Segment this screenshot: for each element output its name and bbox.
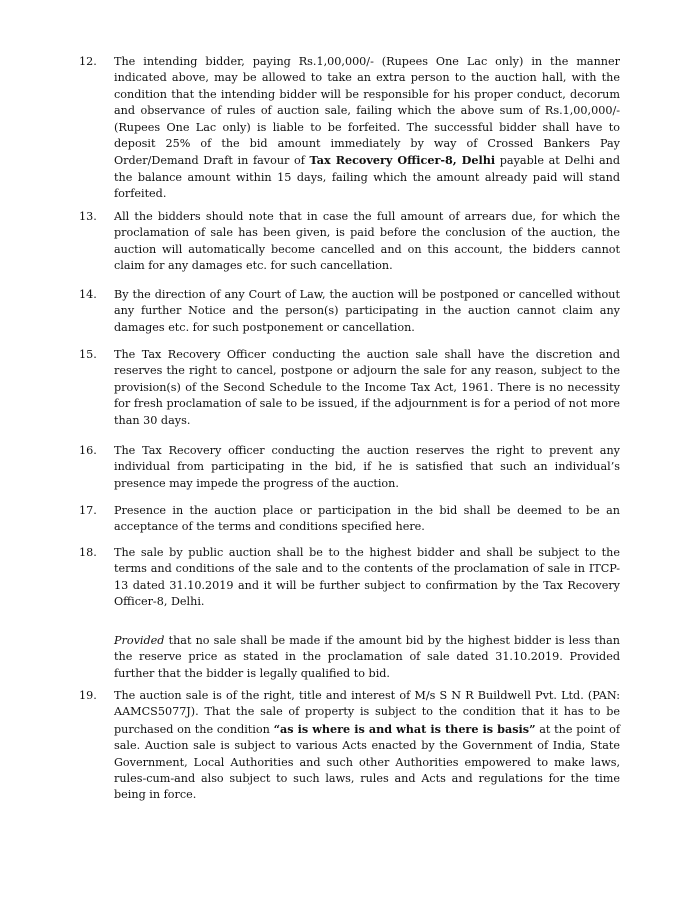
clause-number: 13. bbox=[79, 210, 97, 223]
clause-text: The Tax Recovery Officer conducting the auction sale shall have the discretion and reserves the right to cancel, postpone or adjourn the sale for any reason, subject to the provision(s) of the Second Schedule to the Income Tax Act, 1961. There is no necessity for fresh proclamation of sale to be issued, if the adjournment is for a period of not more than 30 days. bbox=[114, 348, 620, 427]
clause-number: 19. bbox=[79, 689, 97, 702]
clause-number: 12. bbox=[79, 55, 97, 68]
clause-text: The auction sale is of the right, title and interest of M/s S N R Buildwell Pvt. Ltd. (PAN: AAMCS5077J). That the sale of property is subject to the condition that it has to be purchased on the condition “as is where is and what is there is basis” at the point of sale. Auction sale is subject to various Acts enacted by the Government of India, State Government, Local Authorities and such other Authorities empowered to make laws, rules-cum-and also subject to such laws, rules and Acts and regulations for the time being in force. bbox=[114, 689, 621, 802]
clause-text: By the direction of any Court of Law, the auction will be postponed or cancelled without any further Notice and the person(s) participating in the auction cannot claim any damages etc. for such postponement or cancellation. bbox=[114, 288, 620, 334]
italic-text: Provided bbox=[114, 634, 165, 647]
clause-number: 16. bbox=[79, 444, 97, 457]
clause-text: Presence in the auction place or participation in the bid shall be deemed to be an acceptance of the terms and conditions specified here. bbox=[114, 504, 620, 534]
clause-text: The Tax Recovery officer conducting the auction reserves the right to prevent any individual from participating in the bid, if he is satisfied that such an individual’s presence may impede the progress of the auction. bbox=[114, 444, 620, 490]
clause-number: 14. bbox=[79, 288, 97, 301]
clause-number: 17. bbox=[79, 504, 97, 517]
bold-text: “as is where is and what is there is basis” bbox=[273, 721, 536, 736]
clause-proviso: Provided that no sale shall be made if the amount bid by the highest bidder is less than the reserve price as stated in the proclamation of sale dated 31.10.2019. Provided further that the bidder is legally qualified to bid. bbox=[114, 634, 620, 680]
clause-text: The sale by public auction shall be to the highest bidder and shall be subject to the terms and conditions of the sale and to the contents of the proclamation of sale in ITCP-13 dated 31.10.2019 and it will be further subject to confirmation by the Tax Recovery Officer-8, Delhi. bbox=[114, 546, 620, 609]
bold-text: Tax Recovery Officer-8, Delhi bbox=[309, 153, 496, 168]
clause-number: 18. bbox=[79, 546, 97, 559]
clause-text: The intending bidder, paying Rs.1,00,000/- (Rupees One Lac only) in the manner indicated above, may be allowed to take an extra person to the auction hall, with the condition that the intending bidder will be responsible for his proper conduct, decorum and observance of rules of auction sale, failing which the above sum of Rs.1,00,000/- (Rupees One Lac only) is liable to be forfeited. The successful bidder shall have to deposit 25% of the bid amount immediately by way of Crossed Bankers Pay Order/Demand Draft in favour of Tax Recovery Officer-8, Delhi payable at Delhi and the balance amount within 15 days, failing which the amount already paid will stand forfeited. bbox=[114, 55, 621, 201]
clause-number: 15. bbox=[79, 348, 97, 361]
clause-text: All the bidders should note that in case the full amount of arrears due, for which the proclamation of sale has been given, is paid before the conclusion of the auction, the auction will automatically become cancelled and on this account, the bidders cannot claim for any damages etc. for such cancellation. bbox=[114, 210, 620, 273]
